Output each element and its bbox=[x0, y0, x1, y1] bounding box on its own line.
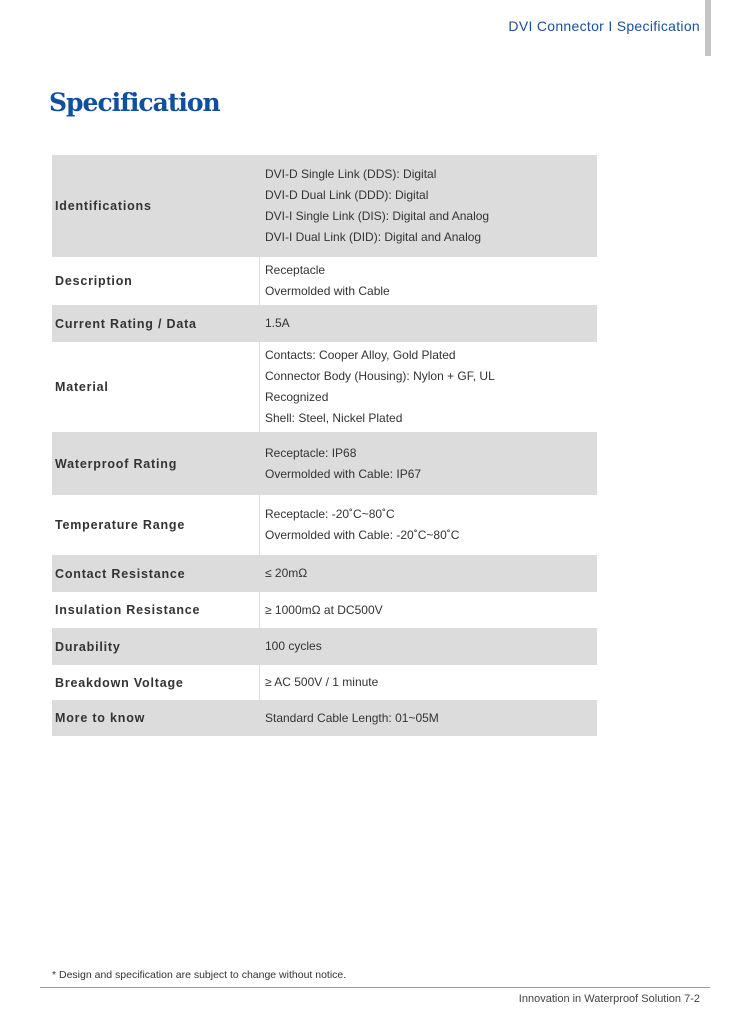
footer-divider bbox=[40, 987, 710, 988]
spec-row bbox=[52, 592, 597, 628]
spec-label: Current Rating / Data bbox=[52, 305, 260, 342]
header-bar bbox=[705, 0, 711, 56]
disclaimer-note: * Design and specification are subject to change without notice. bbox=[52, 969, 347, 981]
spec-value-line: Recognized bbox=[265, 390, 329, 404]
spec-value bbox=[260, 628, 598, 665]
spec-value bbox=[260, 342, 598, 432]
spec-value bbox=[260, 432, 598, 495]
page-title: Specification bbox=[49, 88, 220, 117]
spec-row bbox=[52, 555, 597, 592]
spec-value bbox=[260, 305, 598, 342]
spec-value-line: Overmolded with Cable: IP67 bbox=[265, 466, 422, 481]
spec-value bbox=[260, 155, 598, 257]
spec-label: Durability bbox=[52, 628, 260, 665]
spec-label: Waterproof Rating bbox=[52, 432, 260, 495]
spec-value-line: Receptacle bbox=[265, 263, 326, 277]
spec-value-line: Overmolded with Cable bbox=[265, 284, 390, 298]
spec-label: Description bbox=[55, 274, 133, 288]
spec-value bbox=[260, 257, 598, 305]
spec-value-line: DVI-I Dual Link (DID): Digital and Analog bbox=[265, 230, 482, 244]
spec-row bbox=[52, 257, 597, 305]
spec-value-line: Connector Body (Housing): Nylon + GF, UL bbox=[265, 369, 495, 383]
spec-value bbox=[260, 495, 598, 555]
spec-value-line: ≤ 20mΩ bbox=[265, 566, 308, 580]
spec-value-line: DVI-I Single Link (DIS): Digital and Analog bbox=[265, 209, 490, 223]
section-header: DVI Connector I Specification bbox=[508, 18, 700, 34]
spec-label: Identifications bbox=[52, 155, 260, 257]
spec-row bbox=[52, 155, 597, 257]
spec-row bbox=[52, 305, 597, 342]
spec-value-line: Shell: Steel, Nickel Plated bbox=[265, 411, 403, 425]
spec-label: Material bbox=[55, 380, 109, 394]
spec-value-line: Receptacle: IP68 bbox=[265, 445, 357, 460]
footer-tagline: Innovation in Waterproof Solution 7-2 bbox=[518, 993, 700, 1005]
spec-value-line: DVI-D Single Link (DDS): Digital bbox=[265, 167, 437, 181]
spec-value-line: DVI-D Dual Link (DDD): Digital bbox=[265, 188, 429, 202]
spec-value-line: 1.5A bbox=[265, 316, 290, 330]
spec-row bbox=[52, 700, 597, 736]
spec-row bbox=[52, 628, 597, 665]
spec-value bbox=[260, 592, 598, 628]
spec-label: Insulation Resistance bbox=[55, 603, 201, 617]
spec-row bbox=[52, 495, 597, 555]
spec-value-line: Overmolded with Cable: -20˚C~80˚C bbox=[265, 528, 460, 542]
spec-label: More to know bbox=[52, 700, 260, 736]
spec-label: Contact Resistance bbox=[52, 555, 260, 592]
spec-table bbox=[52, 155, 597, 736]
spec-value-line: Receptacle: -20˚C~80˚C bbox=[265, 507, 395, 521]
spec-value-line: 100 cycles bbox=[265, 639, 322, 653]
spec-value bbox=[260, 700, 598, 736]
spec-row bbox=[52, 432, 597, 495]
spec-label: Breakdown Voltage bbox=[55, 675, 184, 690]
spec-value-line: ≥ 1000mΩ at DC500V bbox=[265, 602, 383, 617]
spec-label: Temperature Range bbox=[55, 518, 186, 532]
spec-value-line: ≥ AC 500V / 1 minute bbox=[265, 675, 379, 689]
spec-value-line: Contacts: Cooper Alloy, Gold Plated bbox=[265, 348, 456, 362]
spec-value bbox=[260, 665, 598, 700]
spec-value bbox=[260, 555, 598, 592]
spec-value-line: Standard Cable Length: 01~05M bbox=[265, 710, 439, 725]
spec-row bbox=[52, 342, 597, 432]
spec-row bbox=[52, 665, 597, 700]
